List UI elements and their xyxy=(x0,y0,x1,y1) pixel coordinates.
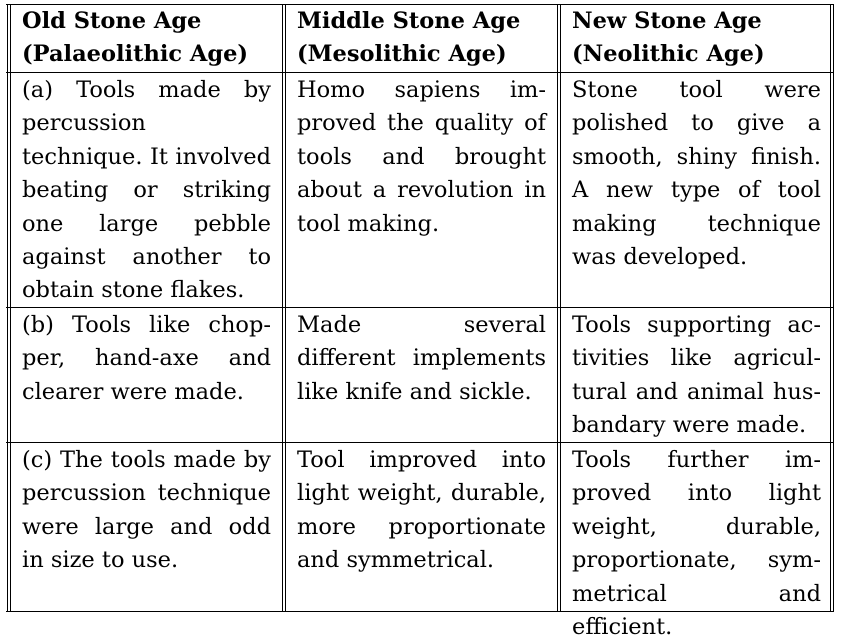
table-cell-old-b: (b) Tools like chopper, hand-axe and clearer were made. xyxy=(22,312,271,405)
table-border-left-inner xyxy=(10,4,11,612)
table-border-right-outer xyxy=(833,4,834,612)
header-new-stone-age xyxy=(572,5,821,72)
header-old-stone-age xyxy=(22,5,271,72)
table-cell-middle-c: Tool improved into light weight, durable, more proportionate and symmetrical. xyxy=(297,447,546,574)
header-title: Middle Stone Age xyxy=(297,8,521,34)
header-subtitle: (Mesolithic Age) xyxy=(297,41,507,68)
header-title: Old Stone Age xyxy=(22,8,202,34)
header-subtitle: (Palaeolithic Age) xyxy=(22,41,249,68)
table-cell-new-a: Stone tool were polished to give a smooth, shiny finish. A new type of tool making technique was developed. xyxy=(572,77,821,271)
table-cell-new-b: Tools supporting activities like agricultural and animal husbandary were made. xyxy=(572,312,821,439)
header-subtitle: (Neolithic Age) xyxy=(572,41,765,68)
table-border-left-outer xyxy=(7,4,8,612)
column-divider-1b xyxy=(285,4,286,612)
column-divider-2b xyxy=(560,4,561,612)
table-cell-old-a: (a) Tools made by percussion technique. It involved beating or striking one large pebble against another to obtain stone flakes. xyxy=(22,77,271,304)
column-divider-2a xyxy=(557,4,558,612)
header-title: New Stone Age xyxy=(572,8,762,34)
header-middle-stone-age xyxy=(297,5,546,72)
table-cell-old-c: (c) The tools made by percussion technique were large and odd in size to use. xyxy=(22,447,271,574)
table-cell-middle-a: Homo sapiens improved the quality of tools and brought about a revolution in tool making. xyxy=(297,77,546,237)
table-cell-middle-b: Made several different implements like knife and sickle. xyxy=(297,312,546,405)
table-border-right-inner xyxy=(830,4,831,612)
table-cell-new-c: Tools further improved into light weight, durable, proportionate, symmetrical and efficient. xyxy=(572,447,821,641)
column-divider-1a xyxy=(282,4,283,612)
header-divider xyxy=(6,72,834,73)
